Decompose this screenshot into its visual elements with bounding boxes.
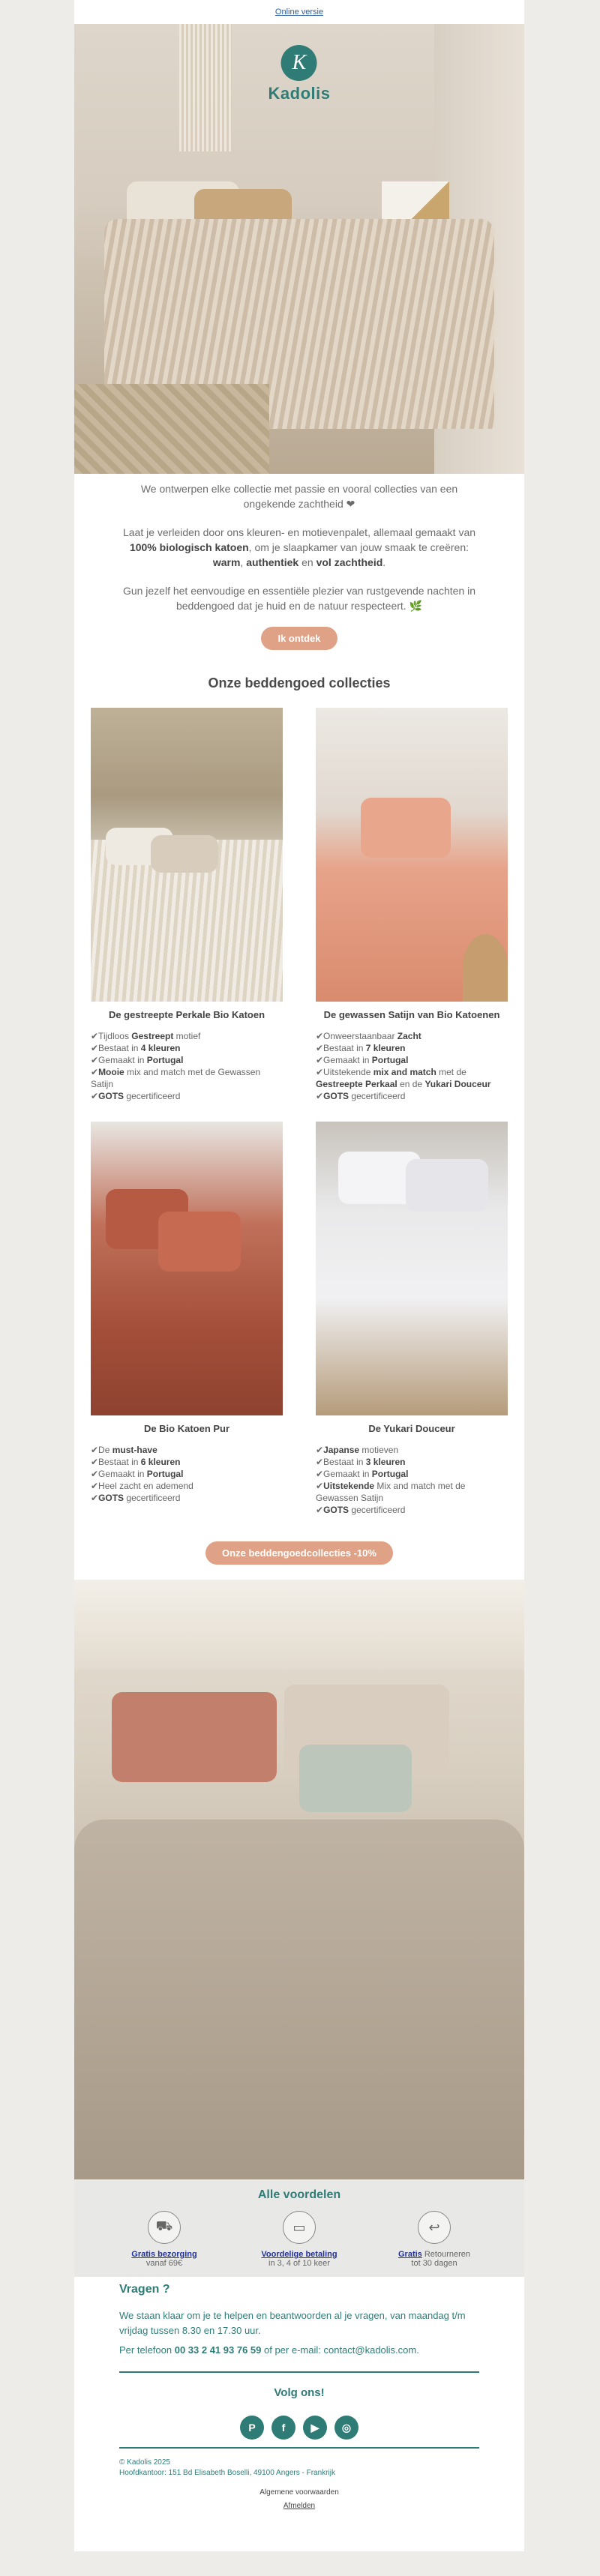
feature-item: ✔Tijdloos Gestreept motief <box>91 1031 201 1041</box>
follow-title: Volg ons! <box>274 2386 325 2399</box>
online-version-link[interactable]: Online versie <box>274 7 324 16</box>
feature-item: ✔Gemaakt in Portugal <box>91 1469 184 1479</box>
youtube-icon[interactable]: ▶ <box>303 2416 327 2440</box>
product-grid <box>74 708 524 1535</box>
feature-item: ✔Bestaat in 3 kleuren <box>316 1457 406 1467</box>
feature-item: ✔Bestaat in 4 kleuren <box>91 1043 181 1053</box>
product-card[interactable] <box>91 708 283 1102</box>
divider <box>119 2371 479 2373</box>
collections-discount-button[interactable]: Onze beddengoedcollecties -10% <box>206 1541 393 1565</box>
free-delivery-link[interactable]: Gratis bezorging <box>131 2250 197 2259</box>
truck-icon: ⛟ <box>148 2211 181 2244</box>
feature-item: ✔Onweerstaanbaar Zacht <box>316 1031 422 1041</box>
feature-item: ✔Bestaat in 6 kleuren <box>91 1457 181 1467</box>
product-features <box>316 1444 508 1516</box>
hero-image[interactable] <box>74 24 524 474</box>
logo-text: Kadolis <box>268 84 331 103</box>
advantage-text: vanaf 69€ <box>146 2259 183 2268</box>
payment-icon: ▭ <box>283 2211 316 2244</box>
copyright: © Kadolis 2025 <box>119 2458 170 2467</box>
return-icon: ↩ <box>418 2211 451 2244</box>
advantage-payment <box>239 2211 359 2268</box>
facebook-icon[interactable]: f <box>272 2416 296 2440</box>
contact-section <box>74 2277 524 2358</box>
product-features <box>316 1030 508 1102</box>
divider <box>119 2447 479 2449</box>
product-image[interactable] <box>316 1122 508 1415</box>
product-image[interactable] <box>91 1122 283 1415</box>
feature-item: ✔Uitstekende mix and match met de Gestreepte Perkaal en de Yukari Douceur <box>316 1067 491 1089</box>
brand-logo[interactable] <box>268 45 331 103</box>
product-image[interactable] <box>91 708 283 1002</box>
advantage-free-delivery <box>104 2211 224 2268</box>
advantage-text: tot 30 dagen <box>411 2259 458 2268</box>
product-title: De gewassen Satijn van Bio Katoenen <box>323 1009 500 1020</box>
email-link[interactable]: contact@kadolis.com. <box>323 2344 419 2356</box>
intro-line-1: We ontwerpen elke collectie met passie en vooral collecties van een ongekende zachtheid ❤ <box>140 483 458 510</box>
intro-line-2: Laat je verleiden door ons kleuren- en motievenpalet, allemaal gemaakt van 100% biologisch katoen, om je slaapkamer van jouw smaak te creëren: warm, authentiek en vol zachtheid. <box>122 526 476 568</box>
feature-item: ✔Bestaat in 7 kleuren <box>316 1043 406 1053</box>
product-title: De Yukari Douceur <box>368 1423 455 1434</box>
lifestyle-image[interactable] <box>74 1580 524 2179</box>
payment-link[interactable]: Voordelige betaling <box>261 2250 338 2259</box>
logo-mark: K <box>281 45 317 81</box>
feature-item: ✔Japanse motieven <box>316 1445 399 1455</box>
rug-shape <box>74 384 269 474</box>
product-features <box>91 1444 283 1504</box>
feature-item: ✔Gemaakt in Portugal <box>91 1055 184 1065</box>
feature-item: ✔Gemaakt in Portugal <box>316 1469 409 1479</box>
product-card[interactable] <box>316 1122 508 1516</box>
product-card[interactable] <box>91 1122 283 1516</box>
feature-item: ✔Uitstekende Mix and match met de Gewassen Satijn <box>316 1481 466 1503</box>
product-image[interactable] <box>316 708 508 1002</box>
feature-item: ✔Heel zacht en ademend <box>91 1481 194 1491</box>
instagram-icon[interactable]: ◎ <box>334 2416 358 2440</box>
advantages-title: Alle voordelen <box>257 2188 341 2201</box>
product-features <box>91 1030 283 1102</box>
feature-item: ✔GOTS gecertificeerd <box>316 1505 406 1515</box>
returns-link[interactable]: Gratis <box>398 2250 422 2259</box>
intro-line-3: Gun jezelf het eenvoudige en essentiële plezier van rustgevende nachten in beddengoed dat je huid en de natuur respecteert. 🌿 <box>122 585 476 612</box>
social-links <box>74 2416 524 2440</box>
footer <box>74 2458 524 2479</box>
feature-item: ✔Gemaakt in Portugal <box>316 1055 409 1065</box>
footer-links <box>74 2486 524 2513</box>
terms-link[interactable]: Algemene voorwaarden <box>260 2488 339 2497</box>
contact-title: Vragen ? <box>119 2283 170 2296</box>
product-title: De gestreepte Perkale Bio Katoen <box>108 1009 266 1020</box>
collections-title: Onze beddengoed collecties <box>208 675 391 690</box>
discover-button[interactable]: Ik ontdek <box>261 627 337 650</box>
unsubscribe-link[interactable]: Afmelden <box>283 2502 316 2510</box>
top-bar <box>74 0 524 24</box>
product-card[interactable] <box>316 708 508 1102</box>
advantages-section <box>74 2179 524 2277</box>
email-container <box>74 0 524 2551</box>
feature-item: ✔GOTS gecertificeerd <box>91 1091 181 1101</box>
product-title: De Bio Katoen Pur <box>143 1423 230 1434</box>
feature-item: ✔GOTS gecertificeerd <box>91 1493 181 1503</box>
intro-text <box>74 474 524 613</box>
contact-hours: We staan klaar om je te helpen en beantwoorden al je vragen, van maandag t/m vrijdag tussen 8.30 en 17.30 uur. <box>119 2310 466 2336</box>
contact-details: Per telefoon 00 33 2 41 93 76 59 of per e-mail: contact@kadolis.com. <box>119 2344 419 2356</box>
feature-item: ✔De must-have <box>91 1445 158 1455</box>
advantage-text: in 3, 4 of 10 keer <box>268 2259 330 2268</box>
address: Hoofdkantoor: 151 Bd Elisabeth Boselli, 49100 Angers - Frankrijk <box>119 2469 335 2477</box>
feature-item: ✔GOTS gecertificeerd <box>316 1091 406 1101</box>
feature-item: ✔Mooie mix and match met de Gewassen Satijn <box>91 1067 261 1089</box>
phone-number[interactable]: 00 33 2 41 93 76 59 <box>174 2344 262 2356</box>
pinterest-icon[interactable]: P <box>240 2416 264 2440</box>
advantage-returns: ↩ Gratis Retourneren tot 30 dagen <box>374 2211 494 2268</box>
